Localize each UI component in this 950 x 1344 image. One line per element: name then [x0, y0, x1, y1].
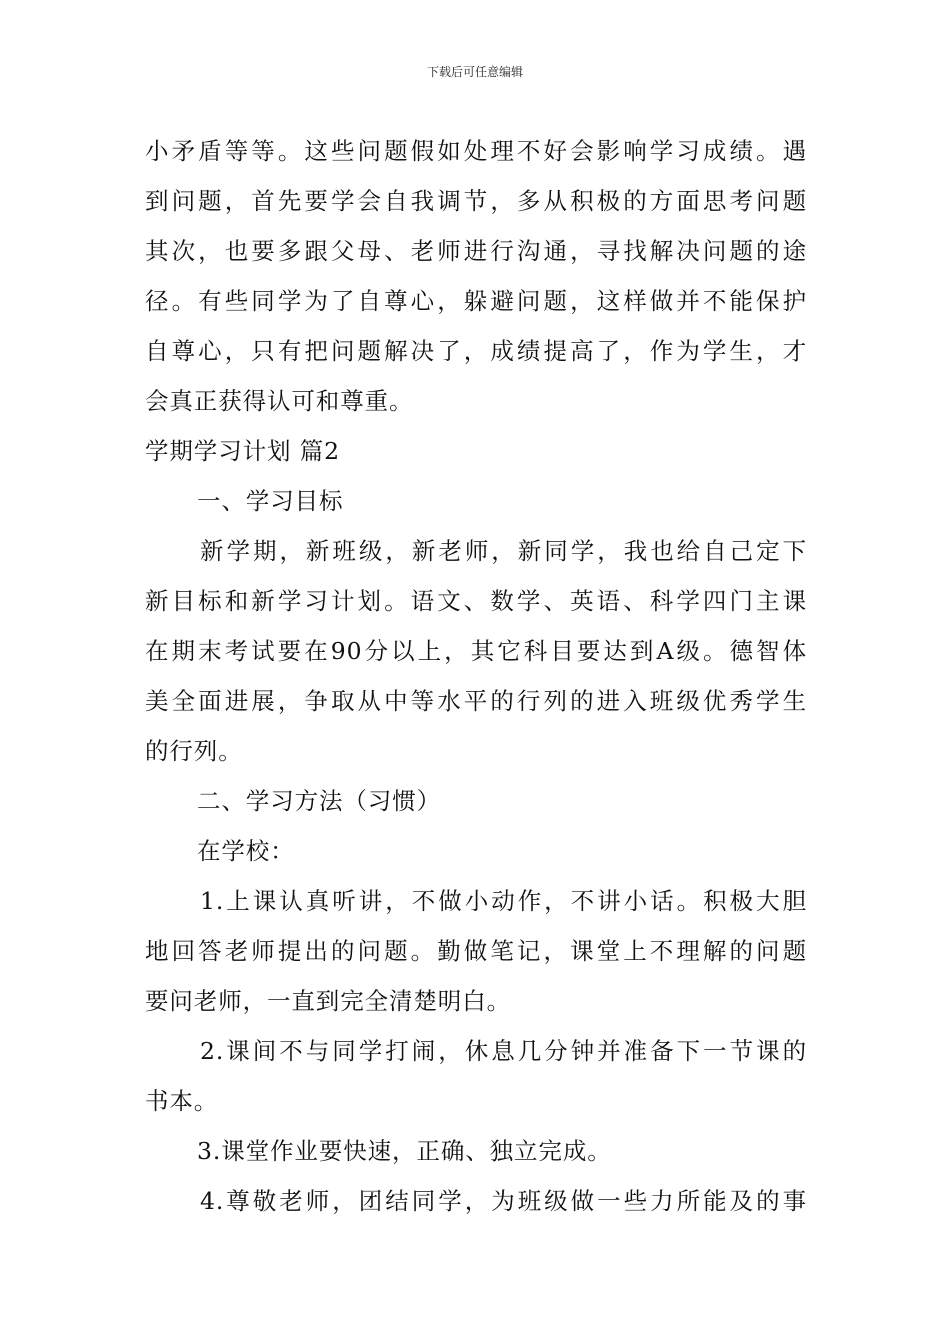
list-item: 1.上课认真听讲，不做小动作，不讲小话。积极大胆 [200, 887, 807, 915]
text-line: 新学期，新班级，新老师，新同学，我也给自己定下 [200, 537, 807, 565]
section-title: 学期学习计划 篇2 [145, 437, 341, 465]
document-body [145, 126, 807, 1226]
text-line: 会真正获得认可和尊重。 [145, 387, 414, 415]
text-line: 地回答老师提出的问题。勤做笔记，课堂上不理解的问题 [145, 937, 807, 965]
text-line: 其次，也要多跟父母、老师进行沟通，寻找解决问题的途 [145, 237, 807, 265]
list-item: 4.尊敬老师，团结同学，为班级做一些力所能及的事 [200, 1187, 807, 1215]
text-line: 径。有些同学为了自尊心，躲避问题，这样做并不能保护 [145, 287, 807, 315]
text-line: 自尊心，只有把问题解决了，成绩提高了，作为学生，才 [145, 337, 807, 365]
text-line: 在学校： [197, 837, 295, 865]
page-header: 下载后可任意编辑 [426, 65, 523, 79]
list-item: 3.课堂作业要快速，正确、独立完成。 [197, 1137, 612, 1165]
text-line: 在期末考试要在90分以上，其它科目要达到A级。德智体 [145, 637, 807, 665]
text-line: 到问题，首先要学会自我调节，多从积极的方面思考问题 [145, 187, 807, 215]
text-line: 美全面进展，争取从中等水平的行列的进入班级优秀学生 [145, 687, 807, 715]
section-heading: 二、学习方法（习惯） [197, 787, 441, 815]
text-line: 小矛盾等等。这些问题假如处理不好会影响学习成绩。遇 [145, 137, 807, 165]
text-line: 的行列。 [145, 737, 243, 765]
text-line: 新目标和新学习计划。语文、数学、英语、科学四门主课 [145, 587, 807, 615]
list-item: 2.课间不与同学打闹，休息几分钟并准备下一节课的 [200, 1037, 807, 1065]
section-heading: 一、学习目标 [197, 487, 344, 515]
text-line: 书本。 [145, 1087, 219, 1115]
text-line: 要问老师，一直到完全清楚明白。 [145, 987, 511, 1015]
